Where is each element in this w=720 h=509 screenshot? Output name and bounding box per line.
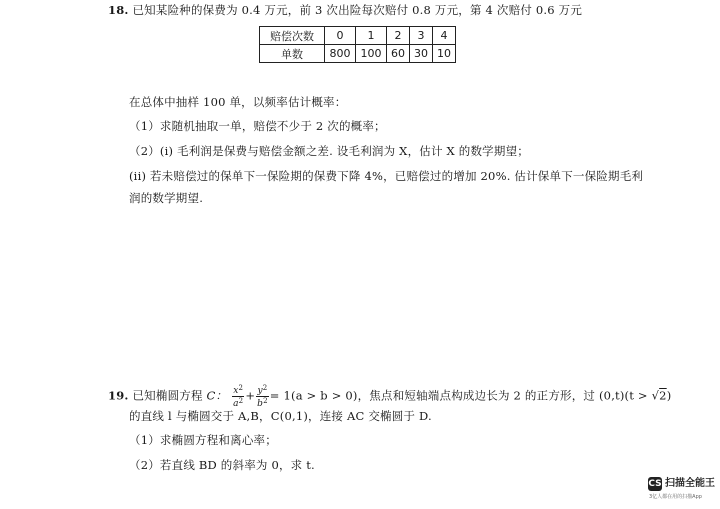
ellipse-x-term: $\frac{x^2}{a^2}$ — [233, 384, 244, 409]
claims-count-cell: 2 — [387, 27, 410, 45]
claims-count-row — [260, 27, 456, 45]
q19-part2: （2）若直线 BD 的斜率为 0，求 t. — [129, 458, 315, 472]
q19-part1: （1）求椭圆方程和离心率； — [129, 433, 277, 447]
claims-policy-cell: 60 — [387, 45, 410, 63]
watermark-subtitle: 3亿人都在用的扫描App — [649, 494, 702, 500]
claims-policy-cell: 30 — [410, 45, 433, 63]
claims-table — [259, 26, 456, 63]
q19-curve-name: C： — [206, 388, 228, 403]
q19-line2: 的直线 l 与椭圆交于 A,B，C(0,1)，连接 AC 交椭圆于 D. — [129, 409, 432, 423]
q18-part1: （1）求随机抽取一单，赔偿不少于 2 次的概率； — [129, 119, 386, 133]
claims-row-label: 单数 — [260, 45, 325, 63]
q19-number: 19. — [108, 388, 129, 403]
q19-close-paren: ) — [666, 388, 672, 403]
claims-policy-cell: 10 — [433, 45, 456, 63]
q18-stem-line — [108, 2, 582, 18]
q19-stem-prefix: 已知椭圆方程 — [132, 388, 203, 403]
claims-policy-cell: 100 — [356, 45, 387, 63]
sqrt-arg: 2 — [659, 388, 667, 403]
q19-eq-tail: = 1(a > b > 0)，焦点和短轴端点构成边长为 2 的正方形，过 (0,t)(t > — [269, 388, 648, 403]
q18-part2i: （2）(i) 毛利润是保费与赔偿金额之差. 设毛利润为 X，估计 X 的数学期望； — [129, 144, 529, 158]
watermark-title: 扫描全能王 — [665, 478, 715, 489]
q18-part2ii-line2: 润的数学期望. — [129, 191, 204, 205]
claims-count-cell: 0 — [325, 27, 356, 45]
q18-part2ii-line1: (ii) 若未赔偿过的保单下一保险期的保费下降 4%，已赔偿过的增加 20%. 估计保单下一保险期毛利 — [129, 169, 644, 183]
scanner-watermark — [648, 474, 718, 506]
claims-count-cell: 3 — [410, 27, 433, 45]
claims-policy-row — [260, 45, 456, 63]
q18-sample-note: 在总体中抽样 100 单，以频率估计概率： — [129, 95, 347, 109]
scanner-logo-icon: CS — [648, 479, 662, 489]
q19-stem-line: 19. 已知椭圆方程 C： $\frac{x^2}{a^2}$ + $\frac{y^2}{b^2}$ = 1(a > b > 0)，焦点和短轴端点构成边长为 2 的正方形，过 (0,t)(t > √2) — [108, 384, 672, 409]
claims-header-label: 赔偿次数 — [260, 27, 325, 45]
ellipse-y-term: $\frac{y^2}{b^2}$ — [257, 384, 268, 409]
claims-policy-cell: 800 — [325, 45, 356, 63]
claims-count-cell: 1 — [356, 27, 387, 45]
q18-number: 18. — [108, 3, 129, 17]
q18-stem: 已知某险种的保费为 0.4 万元，前 3 次出险每次赔付 0.8 万元，第 4 次赔付 0.6 万元 — [132, 3, 583, 17]
sqrt-sign: √ — [651, 388, 660, 403]
claims-count-cell: 4 — [433, 27, 456, 45]
